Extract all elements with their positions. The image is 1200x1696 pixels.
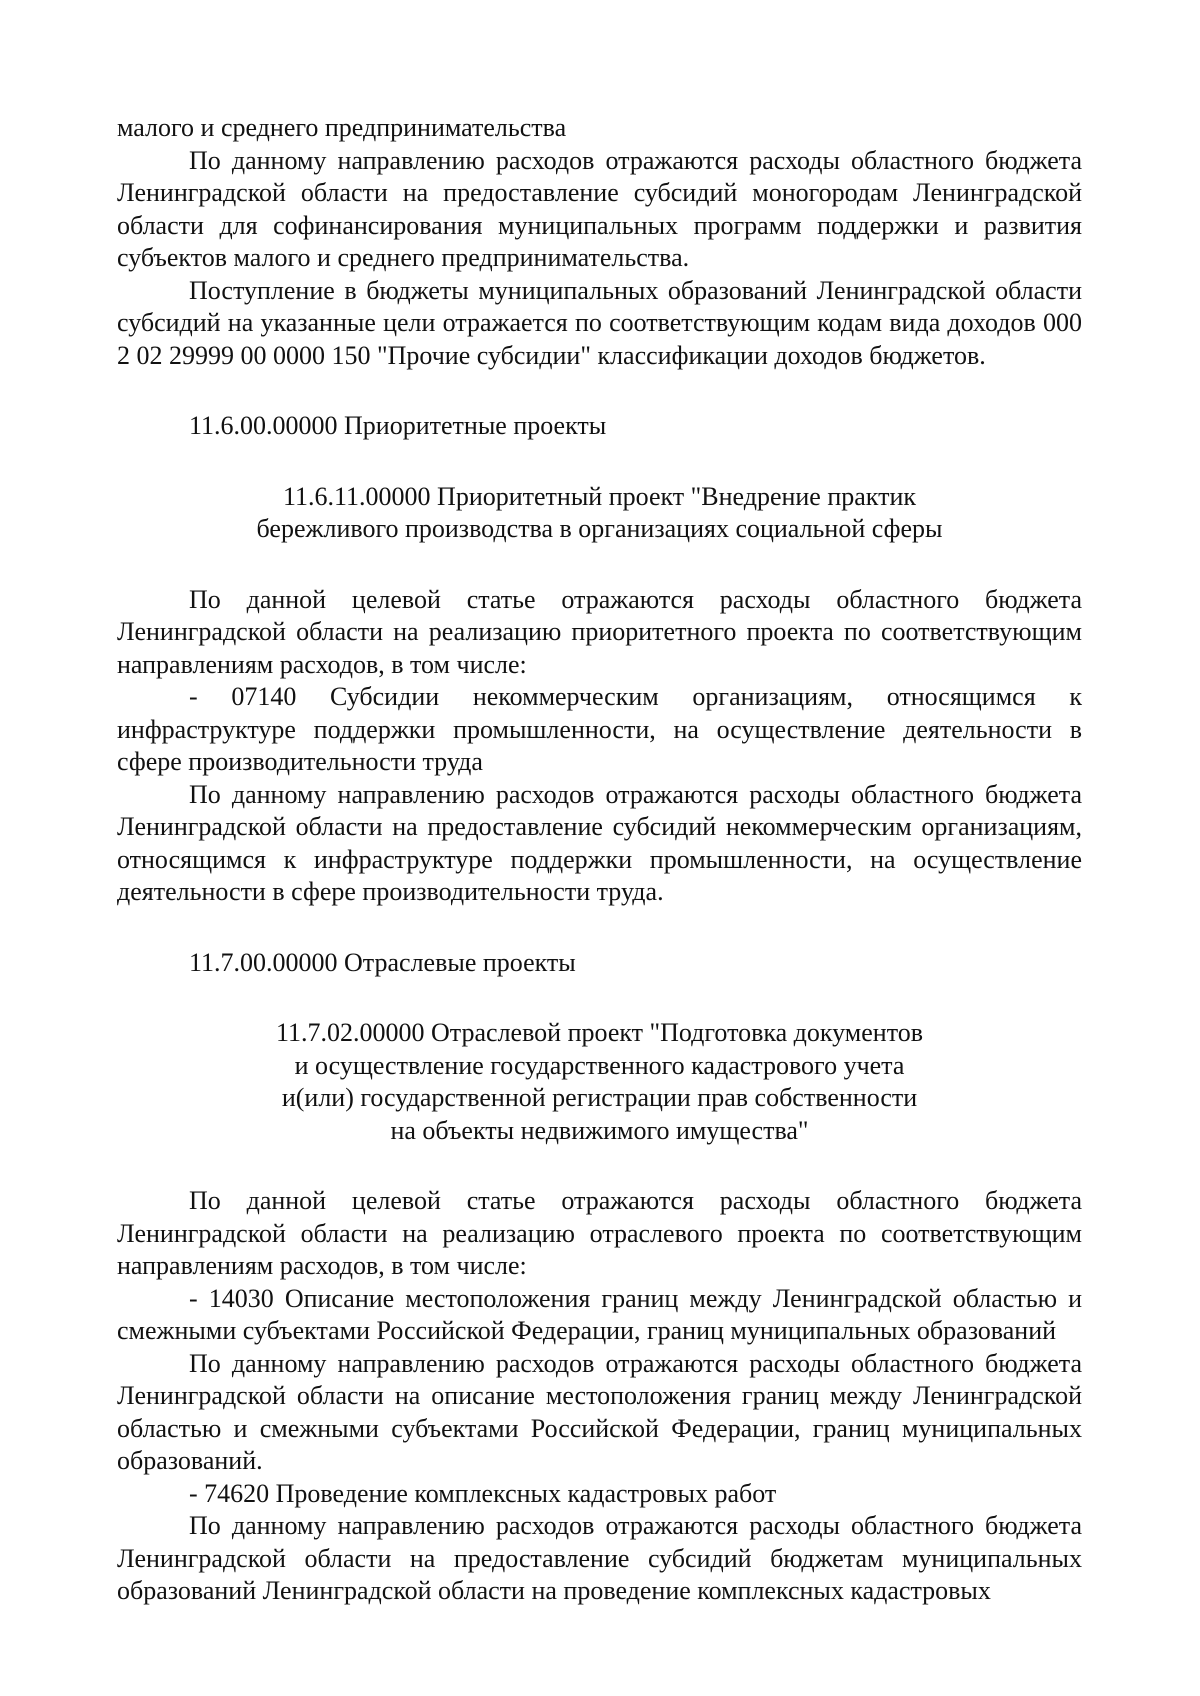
heading-line: бережливого производства в организациях социальной сферы bbox=[256, 514, 943, 543]
subsection-heading bbox=[117, 481, 1082, 546]
paragraph: Поступление в бюджеты муниципальных образований Ленинградской области субсидий на указанные цели отражается по соответствующим кодам вида доходов 000 2 02 29999 00 0000 150 "Прочие субсидии" классификации доходов бюджетов. bbox=[117, 275, 1082, 370]
list-item: - 14030 Описание местоположения границ между Ленинградской областью и смежными субъектами Российской Федерации, границ муниципальных образований bbox=[117, 1283, 1082, 1345]
list-item: - 07140 Субсидии некоммерческим организациям, относящимся к инфраструктуре поддержки промышленности, на осуществление деятельности в сфере производительности труда bbox=[117, 682, 1082, 776]
paragraph: По данной целевой статье отражаются расходы областного бюджета Ленинградской области на реализацию отраслевого проекта по соответствующим направлениям расходов, в том числе: bbox=[117, 1186, 1082, 1280]
paragraph: По данной целевой статье отражаются расходы областного бюджета Ленинградской области на реализацию приоритетного проекта по соответствующим направлениям расходов, в том числе: bbox=[117, 584, 1082, 679]
document-body bbox=[117, 112, 1082, 1608]
heading-line: и(или) государственной регистрации прав собственности bbox=[281, 1083, 918, 1112]
heading-line: и осуществление государственного кадастрового учета bbox=[294, 1050, 905, 1080]
heading-line: 11.7.02.00000 Отраслевой проект "Подготовка документов bbox=[276, 1018, 923, 1047]
list-item: - 74620 Проведение комплексных кадастровых работ bbox=[189, 1478, 777, 1508]
section-heading: 11.7.00.00000 Отраслевые проекты bbox=[189, 947, 576, 977]
heading-line: на объекты недвижимого имущества" bbox=[390, 1115, 809, 1145]
paragraph: По данному направлению расходов отражаются расходы областного бюджета Ленинградской области на предоставление субсидий моногородам Ленинградской области для софинансирования муниципальных программ поддержки и развития субъектов малого и среднего предпринимательства. bbox=[117, 145, 1082, 272]
heading-line: 11.6.11.00000 Приоритетный проект "Внедрение практик bbox=[282, 481, 916, 511]
paragraph: По данному направлению расходов отражаются расходы областного бюджета Ленинградской области на предоставление субсидий некоммерческим организациям, относящимся к инфраструктуре поддержки промышленности, на осуществление деятельности в сфере производительности труда. bbox=[117, 779, 1082, 906]
paragraph: По данному направлению расходов отражаются расходы областного бюджета Ленинградской области на описание местоположения границ между Ленинградской областью и смежными субъектами Российской Федерации, границ муниципальных образований. bbox=[117, 1348, 1082, 1475]
section-heading: 11.6.00.00000 Приоритетные проекты bbox=[189, 411, 607, 440]
subsection-heading bbox=[117, 1017, 1082, 1147]
paragraph-continuation: малого и среднего предпринимательства bbox=[117, 113, 567, 142]
paragraph: По данному направлению расходов отражаются расходы областного бюджета Ленинградской области на предоставление субсидий бюджетам муниципальных образований Ленинградской области на проведение комплексных кадастровых bbox=[117, 1511, 1082, 1605]
